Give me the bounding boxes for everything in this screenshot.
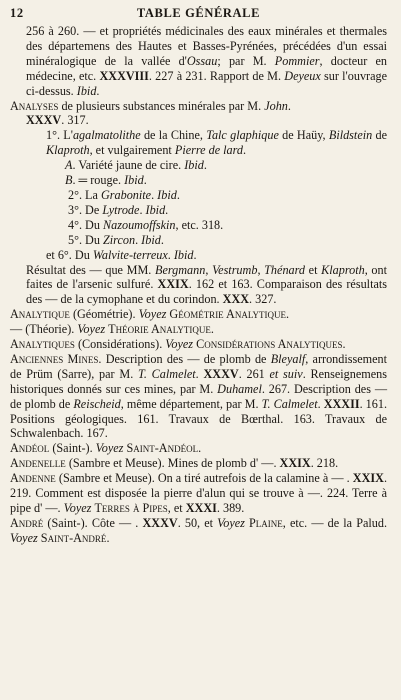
- entry-text: . 267. Description des — de plomb de: [10, 381, 388, 411]
- index-entry: [10, 248, 387, 263]
- entry-text: Bergmann: [155, 262, 206, 277]
- entry-text: .: [203, 158, 207, 173]
- entry-text: Andéol: [10, 441, 50, 456]
- entry-text: . Variété jaune de cire.: [72, 158, 185, 173]
- entry-text: 4°. Du: [68, 217, 104, 232]
- entry-text: Saint-Andéol: [126, 441, 199, 456]
- entry-text: .: [176, 187, 180, 202]
- entry-text: . 50, et: [177, 515, 218, 530]
- entry-text: 3°. De: [68, 202, 103, 217]
- entry-text: XXXV: [142, 515, 178, 530]
- entry-text: .: [195, 366, 204, 381]
- entry-text: XXX: [222, 292, 250, 307]
- entry-text: , etc. — de la Palud.: [282, 515, 388, 530]
- entry-text: . 389.: [216, 501, 245, 515]
- entry-text: Analytique: [10, 307, 70, 322]
- index-entry: [10, 188, 387, 203]
- entry-text: de la Chine,: [140, 128, 207, 143]
- entry-text: . 218.: [310, 456, 339, 471]
- entry-text: Duhamel: [217, 381, 262, 396]
- index-entry: [10, 322, 387, 337]
- entry-text: (Géométrie).: [69, 307, 139, 322]
- entry-text: Résultat des — que MM.: [26, 262, 156, 277]
- index-entry: [10, 24, 387, 99]
- entry-text: André: [10, 515, 44, 530]
- page-number: 12: [10, 6, 24, 20]
- entry-text: Ibid: [141, 232, 161, 247]
- index-entry: [10, 456, 387, 471]
- entry-text: 1°. L': [46, 128, 73, 143]
- entry-text: Analytiques: [10, 337, 75, 352]
- entry-text: .: [198, 441, 202, 456]
- entry-text: XXIX: [157, 277, 189, 292]
- entry-text: Analyses: [10, 98, 59, 113]
- entry-text: ; par M.: [217, 53, 275, 68]
- entry-text: XXXVIII: [99, 68, 149, 83]
- entry-text: , et: [167, 501, 186, 515]
- entry-text: — (Théorie).: [10, 322, 78, 337]
- index-entry: [10, 352, 387, 441]
- entry-text: Ibid: [157, 187, 177, 202]
- entry-text: . 327.: [249, 292, 277, 307]
- entry-text: (Considérations).: [74, 337, 166, 352]
- entry-text: de Haüy,: [278, 128, 329, 143]
- entry-text: Andenelle: [10, 456, 66, 471]
- entry-text: 5°. Du: [68, 232, 104, 247]
- entry-text: Deyeux: [284, 68, 321, 83]
- entry-text: de: [372, 128, 388, 143]
- entry-text: Andenne: [10, 471, 56, 486]
- entry-text: 2°. La: [68, 187, 101, 202]
- entry-text: sur l'ouvrage ci-dessus.: [26, 68, 388, 98]
- entry-text: .: [96, 83, 100, 98]
- entry-text: John: [264, 98, 288, 113]
- entry-text: Terres à Pipes: [94, 501, 168, 515]
- entry-text: . 227 à 231. Rapport de M.: [148, 68, 285, 83]
- index-entry: [10, 233, 387, 248]
- entry-text: .: [317, 396, 324, 411]
- index-entry: [10, 203, 387, 218]
- entry-text: T. Calmelet: [138, 366, 196, 381]
- entry-text: ,: [257, 262, 265, 277]
- entry-text: (Saint-).: [49, 441, 96, 456]
- entry-text: .: [106, 530, 110, 545]
- entry-text: Ibid: [124, 173, 144, 188]
- entry-text: , etc. 318.: [175, 217, 224, 232]
- entry-text: et 6°. Du: [46, 247, 93, 262]
- index-entry: [10, 263, 387, 308]
- entry-text: .: [210, 322, 214, 337]
- entry-text: XXXII: [323, 396, 360, 411]
- entry-text: .: [243, 143, 247, 158]
- running-title: TABLE GÉNÉRALE: [136, 6, 261, 20]
- entry-text: Thénard: [264, 262, 306, 277]
- entry-text: .: [285, 307, 289, 322]
- entry-text: Lytrode: [102, 202, 140, 217]
- entry-text: Voyez: [217, 515, 245, 530]
- entry-text: Voyez: [63, 501, 92, 515]
- entry-text: Saint-André: [40, 530, 107, 545]
- entry-text: B: [65, 173, 73, 188]
- entry-text: Talc glaphique: [206, 128, 279, 143]
- entry-text: XXXV: [26, 113, 62, 128]
- entry-text: .: [139, 202, 146, 217]
- index-entry: [10, 158, 387, 173]
- entry-text: Ibid: [145, 202, 166, 217]
- entry-text: .: [143, 173, 147, 188]
- entry-text: .: [135, 232, 142, 247]
- entry-text: . Description des — de plomb de: [98, 351, 271, 366]
- entry-text: , docteur en médecine, etc.: [26, 53, 387, 83]
- index-entry: [10, 128, 387, 158]
- entry-text: .: [287, 98, 291, 113]
- entry-text: Voyez: [77, 322, 106, 337]
- entry-text: Klaproth: [321, 262, 365, 277]
- entry-text: agalmatolithe: [72, 128, 141, 143]
- entry-text: Bleyalf: [270, 351, 306, 366]
- entry-text: XXIX: [352, 471, 384, 486]
- index-entry: [10, 173, 387, 188]
- entry-text: Voyez: [138, 307, 167, 322]
- entry-text: Ibid: [184, 158, 204, 173]
- index-entry: [10, 337, 387, 352]
- entry-text: . 219. Comment est disposée la pierre d'alun qui se trouve à —. 224. Terre à pipe d' —.: [10, 471, 387, 515]
- entry-text: Pierre de lard: [174, 143, 244, 158]
- entry-text: .: [160, 232, 164, 247]
- index-entry: [10, 218, 387, 233]
- entry-text: Voyez: [95, 441, 124, 456]
- entry-text: .: [151, 187, 158, 202]
- entry-text: Anciennes Mines: [10, 351, 99, 366]
- index-entry: [10, 307, 387, 322]
- entry-text: T. Calmelet: [261, 396, 318, 411]
- entry-text: XXXV: [203, 366, 239, 381]
- entry-text: (Sambre et Meuse). Mines de plomb d' —.: [65, 456, 280, 471]
- index-content: [10, 24, 387, 546]
- entry-text: . 317.: [61, 113, 89, 128]
- page-header: [10, 6, 387, 21]
- entry-text: .: [165, 202, 169, 217]
- entry-text: Pommier: [274, 53, 320, 68]
- entry-text: , arrondissement de Prüm (Sarre), par M.: [10, 351, 387, 381]
- entry-text: de plusieurs substances minérales par M.: [58, 98, 265, 113]
- index-entry: [10, 99, 387, 114]
- entry-text: .: [342, 337, 346, 352]
- entry-text: . Renseignemens historiques donnés sur ces mines, par M.: [10, 366, 387, 396]
- entry-text: .: [167, 247, 174, 262]
- entry-text: Plaine: [249, 515, 283, 530]
- entry-text: Klaproth: [46, 143, 90, 158]
- entry-text: , ont faites de l'arsenic sulfuré.: [26, 262, 388, 292]
- index-entry: [10, 516, 387, 546]
- entry-text: Voyez: [165, 337, 194, 352]
- entry-text: Nazoumoffskin: [103, 217, 176, 232]
- entry-text: . ═ rouge.: [72, 173, 125, 188]
- entry-text: Théorie Analytique: [108, 322, 211, 337]
- entry-text: Géométrie Analytique: [169, 307, 286, 322]
- entry-text: , et vulgairement: [89, 143, 175, 158]
- entry-text: (Sambre et Meuse). On a tiré autrefois de la calamine à — .: [55, 471, 353, 486]
- entry-text: (Saint-). Côte — .: [43, 515, 143, 530]
- entry-text: .: [193, 247, 197, 262]
- entry-text: Reischeid: [73, 396, 121, 411]
- entry-text: . 161. Positions géologiques. 161. Travaux de Bœrthal. 163. Travaux de Schwalenbach. 167.: [10, 396, 388, 441]
- entry-text: Considérations Analytiques: [196, 337, 343, 352]
- entry-text: Ibid: [76, 83, 97, 98]
- entry-text: Walvite-terreux: [92, 247, 168, 262]
- entry-text: . 261: [238, 366, 270, 381]
- entry-text: ,: [205, 262, 213, 277]
- index-entry: [10, 441, 387, 456]
- entry-text: . 162 et 163. Comparaison des résultats des — de la cymophane et du corindon.: [26, 277, 387, 307]
- entry-text: A: [65, 158, 73, 173]
- entry-text: Grabonite: [100, 187, 152, 202]
- entry-text: XXIX: [279, 456, 311, 471]
- index-entry: [10, 471, 387, 516]
- entry-text: XXXI: [185, 501, 217, 515]
- entry-text: Voyez: [10, 530, 38, 545]
- entry-text: Vestrumb: [212, 262, 258, 277]
- entry-text: Bildstein: [328, 128, 373, 143]
- entry-text: Zircon: [103, 232, 136, 247]
- entry-text: et: [305, 262, 322, 277]
- entry-text: , même département, par M.: [120, 396, 262, 411]
- entry-text: Ossau: [186, 53, 218, 68]
- entry-text: 256 à 260. — et propriétés médicinales des eaux minérales et thermales des départemens des Hautes et Basses-Pyrénées, précédées d'un essai minéralogique de la vallée d': [26, 24, 387, 68]
- entry-text: et suiv: [269, 366, 303, 381]
- entry-text: Ibid: [173, 247, 194, 262]
- index-entry: [10, 113, 387, 128]
